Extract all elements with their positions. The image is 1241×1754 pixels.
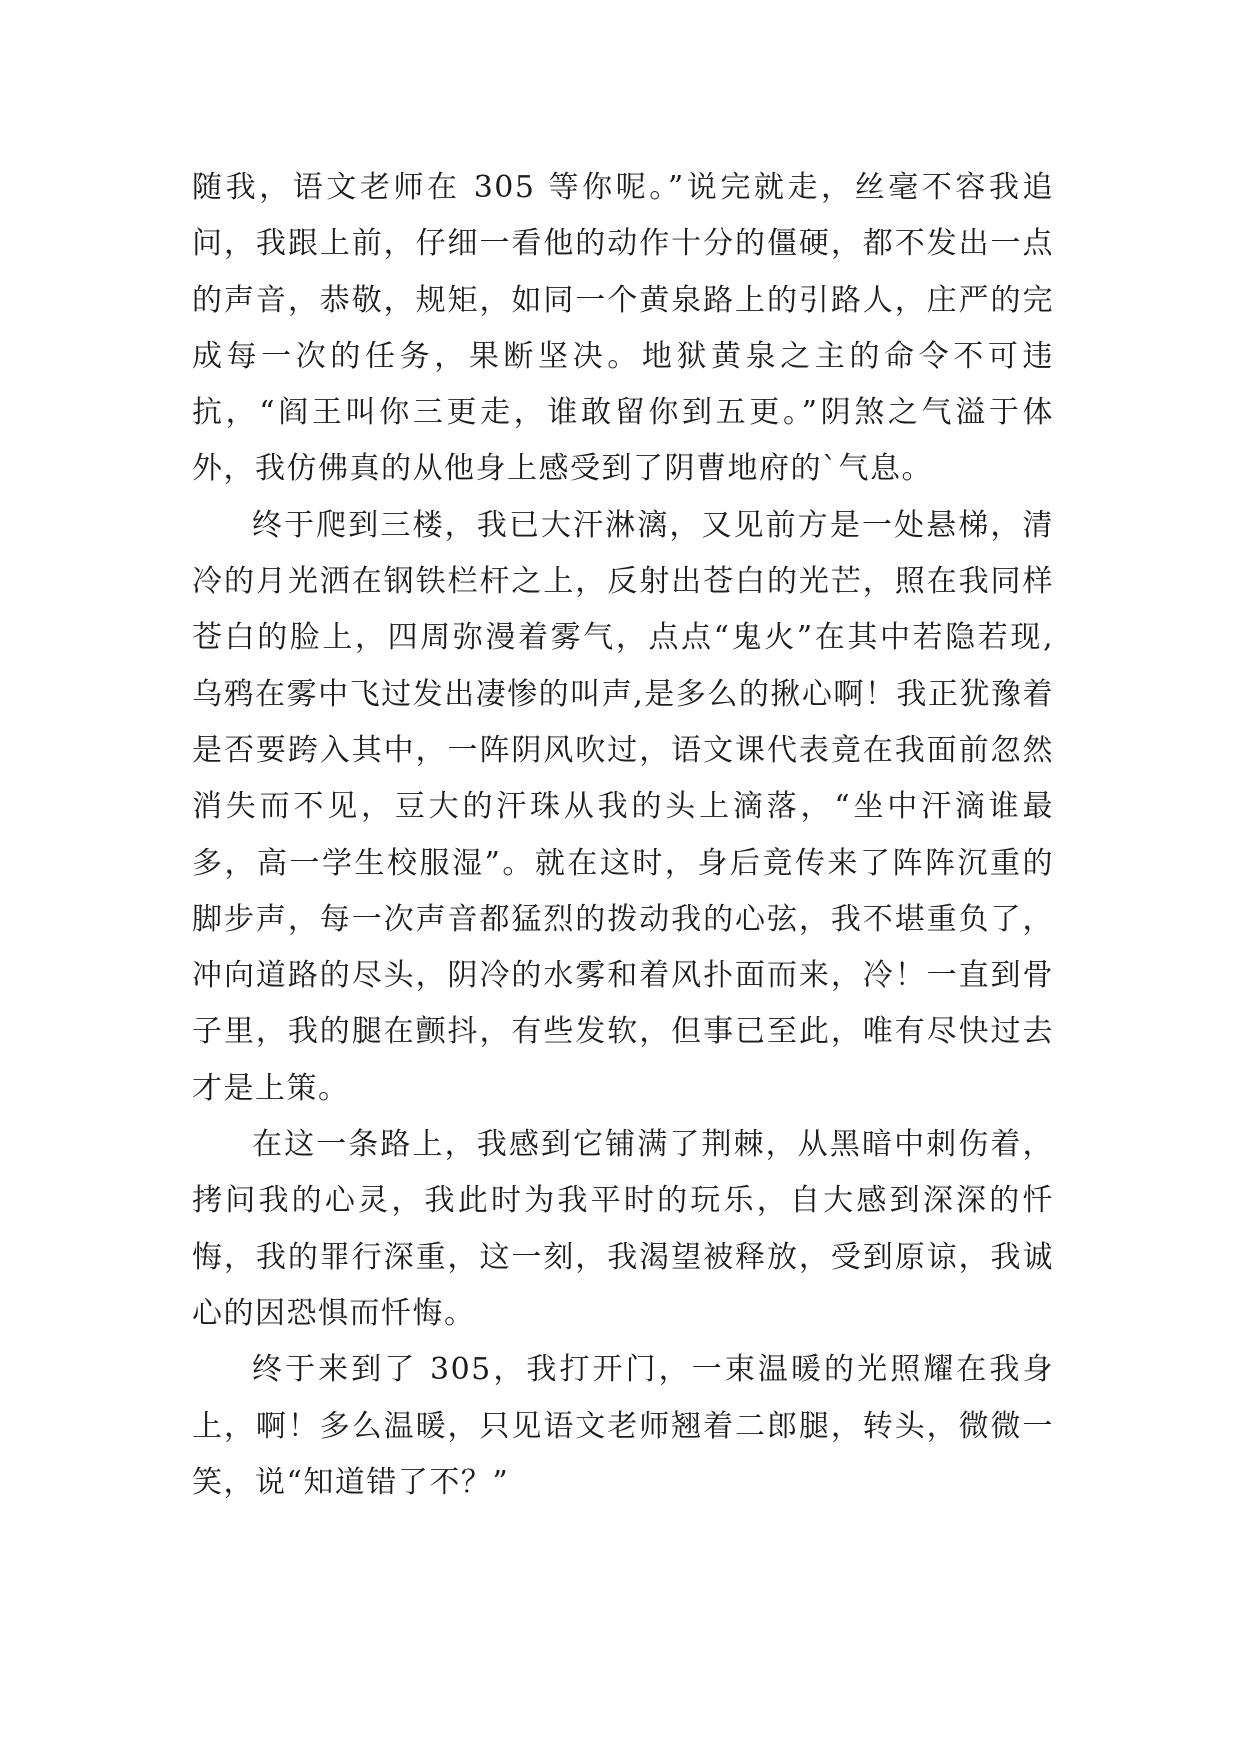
- paragraph-1: 随我，语文老师在 305 等你呢。”说完就走，丝毫不容我追问，我跟上前，仔细一看他的动作十分的僵硬，都不发出一点的声音，恭敬，规矩，如同一个黄泉路上的引路人，庄严的完成每一次的任务，果断坚决。地狱黄泉之主的命令不可违抗，“阎王叫你三更走，谁敢留你到五更。”阴煞之气溢于体外，我仿佛真的从他身上感受到了阴曹地府的`气息。: [192, 170, 1054, 487]
- paragraph-3: 在这一条路上，我感到它铺满了荆棘，从黑暗中刺伤着，拷问我的心灵，我此时为我平时的玩乐，自大感到深深的忏悔，我的罪行深重，这一刻，我渴望被释放，受到原谅，我诚心的因恐惧而忏悔。: [192, 1127, 1054, 1331]
- paragraph-2: 终于爬到三楼，我已大汗淋漓，又见前方是一处悬梯，清冷的月光洒在钢铁栏杆之上，反射出苍白的光芒，照在我同样苍白的脸上，四周弥漫着雾气，点点“鬼火”在其中若隐若现,乌鸦在雾中飞过发出凄惨的叫声,是多么的揪心啊！我正犹豫着是否要跨入其中，一阵阴风吹过，语文课代表竟在我面前忽然消失而不见，豆大的汗珠从我的头上滴落，“坐中汗滴谁最多，高一学生校服湿”。就在这时，身后竟传来了阵阵沉重的脚步声，每一次声音都猛烈的拨动我的心弦，我不堪重负了，冲向道路的尽头，阴冷的水雾和着风扑面而来，冷！一直到骨子里，我的腿在颤抖，有些发软，但事已至此，唯有尽快过去才是上策。: [192, 507, 1054, 1106]
- paragraph-4: 终于来到了 305，我打开门，一束温暖的光照耀在我身上，啊！多么温暖，只见语文老师翘着二郎腿，转头，微微一笑，说“知道错了不？”: [192, 1352, 1054, 1500]
- document-page: [192, 160, 1054, 1511]
